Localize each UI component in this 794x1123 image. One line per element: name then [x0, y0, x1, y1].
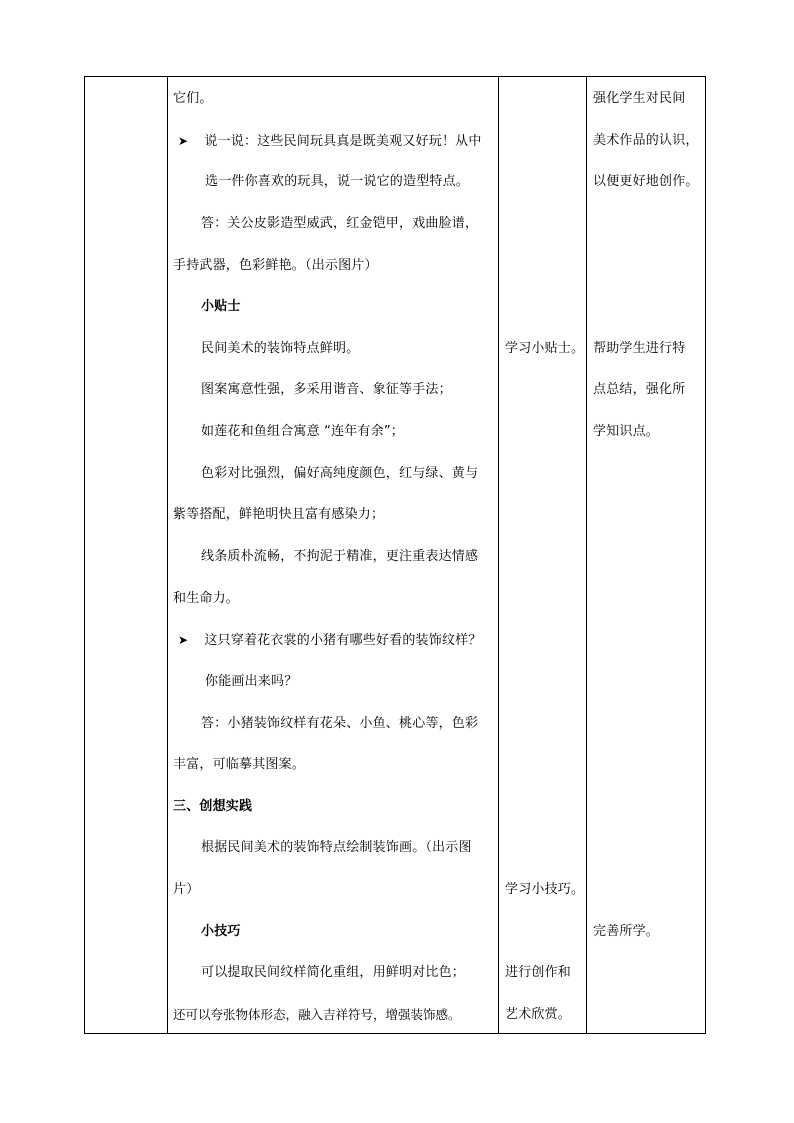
activity-bullet-line [178, 632, 482, 649]
activity-line: 你能画出来吗？ [205, 674, 298, 689]
activity-line: 它们。 [173, 91, 213, 106]
activity-subheading: 小贴士 [201, 299, 241, 314]
activity-line: 手持武器，色彩鲜艳。（出示图片） [173, 258, 378, 273]
arrow-bullet-icon: ➤ [178, 134, 189, 148]
arrow-bullet-icon: ➤ [178, 633, 189, 647]
student-activity: 学习小贴士。 [505, 341, 585, 356]
activity-line: 这只穿着花衣裳的小猪有哪些好看的装饰纹样？ [204, 633, 482, 648]
activity-line: 色彩对比强烈，偏好高纯度颜色，红与绿、黄与 [201, 466, 479, 481]
activity-line: 如莲花和鱼组合寓意 “连年有余”； [201, 424, 405, 439]
activity-line: 图案寓意性强，多采用谐音、象征等手法； [201, 382, 452, 397]
design-intent: 美术作品的认识， [593, 133, 699, 148]
activity-line: 选一件你喜欢的玩具，说一说它的造型特点。 [205, 174, 470, 189]
column-divider [498, 77, 499, 1033]
activity-line: 紫等搭配，鲜艳明快且富有感染力； [173, 507, 385, 522]
student-activity: 进行创作和 [505, 965, 572, 980]
design-intent: 学知识点。 [593, 424, 660, 439]
design-intent: 点总结，强化所 [593, 382, 686, 397]
student-activity: 艺术欣赏。 [505, 1007, 572, 1022]
design-intent: 帮助学生进行特 [593, 341, 686, 356]
activity-bullet-line [178, 133, 482, 150]
column-divider [167, 77, 168, 1033]
activity-line: 民间美术的装饰特点鲜明。 [201, 341, 360, 356]
activity-line: 可以提取民间纹样简化重组，用鲜明对比色； [201, 965, 466, 980]
column-divider [586, 77, 587, 1033]
activity-line: 片） [173, 882, 200, 897]
activity-line: 根据民间美术的装饰特点绘制装饰画。（出示图 [201, 840, 472, 855]
activity-line: 线条质朴流畅，不拘泥于精准，更注重表达情感 [201, 549, 479, 564]
activity-subheading: 小技巧 [201, 924, 241, 939]
activity-line: 答：关公皮影造型威武，红金铠甲，戏曲脸谱， [201, 216, 479, 231]
section-heading: 三、创想实践 [173, 799, 253, 814]
design-intent: 完善所学。 [593, 924, 660, 939]
activity-line: 和生命力。 [173, 591, 240, 606]
student-activity: 学习小技巧。 [505, 882, 585, 897]
design-intent: 强化学生对民间 [593, 91, 686, 106]
activity-line: 说一说：这些民间玩具真是既美观又好玩！从中 [204, 134, 482, 149]
activity-line: 丰富，可临摹其图案。 [173, 757, 306, 772]
design-intent: 以便更好地创作。 [593, 174, 699, 189]
activity-line: 还可以夸张物体形态，融入吉祥符号，增强装饰感。 [173, 1007, 461, 1022]
activity-line: 答：小猪装饰纹样有花朵、小鱼、桃心等，色彩 [201, 716, 479, 731]
